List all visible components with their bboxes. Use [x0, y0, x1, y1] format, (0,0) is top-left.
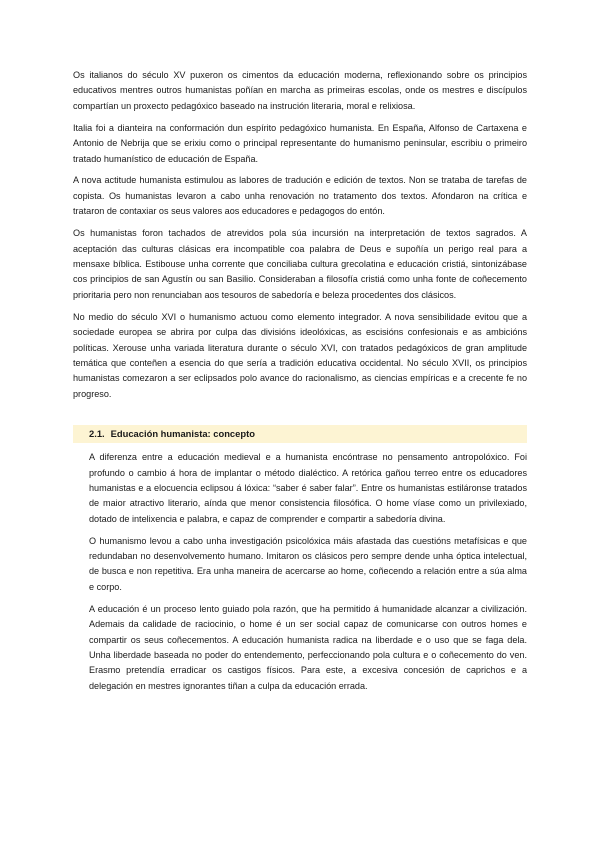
section-title: Educación humanista: concepto: [110, 428, 255, 440]
section-number: 2.1.: [89, 428, 105, 440]
document-body: [73, 68, 527, 701]
intro-paragraph-4: Os humanistas foron tachados de atrevidos pola súa incursión na interpretación de textos sagrados. A aceptación das culturas clásicas era incompatible coa palabra de Deus e supoñía un perigo real para a mensaxe bíblica. Estibouse unha corrente que conciliaba cultura grecolatina e educación cristiá, sintonizábase cos principios de san Agustín ou san Basilio. Consideraban a filosofía cristiá como unha fonte de coñecemento prioritaria pero non renunciaban aos tesouros de sabedoría e beleza procedentes dos clásicos.: [73, 228, 527, 300]
section-paragraph-3: A educación é un proceso lento guiado pola razón, que ha permitido á humanidade alcanzar a civilización. Ademais da calidade de raciocinio, o home é un ser social capaz de comunicarse con outros homes e compartir os seus coñecementos. A educación humanista radica na liberdade e o uso que se faga dela. Unha liberdade baseada no poder do entendemento, perfeccionando pola cultura e o coñecemento do ven. Erasmo pretendía erradicar os castigos físicos. Para este, a excesiva concesión de caprichos e a delegación en mestres ignorantes tiñan a culpa da educación errada.: [89, 603, 527, 691]
section-paragraph-2: O humanismo levou a cabo unha investigación psicolóxica máis afastada das cuestións metafísicas e que redundaban no desenvolvemento humano. Imitaron os clásicos pero sempre dende unha óptica intelectual, de busca e non repetitiva. Era unha maneira de acercarse ao home, coñecendo a relación entre a súa alma e corpo.: [89, 535, 527, 592]
intro-paragraph-5: No medio do século XVI o humanismo actuou como elemento integrador. A nova sensibilidade evitou que a sociedade europea se abrira por culpa das divisións ideolóxicas, as escisións confesionais e as ambicións políticas. Xerouse unha variada literatura durante o século XVI, con tratados pedagóxicos de gran amplitude temática que conteñen a esencia do que sería a tradición educativa occidental. No século XVII, os principios humanistas comezaron a ser eclipsados polo avance do racionalismo, as ciencias empíricas e a crecente fe no progreso.: [73, 311, 527, 399]
section-body: [73, 450, 527, 694]
intro-paragraph-3: A nova actitude humanista estimulou as labores de tradución e edición de textos. Non se trataba de tarefas de copista. Os humanistas levaron a cabo unha renovación no tratamento dos textos. Afondaron na crítica e trataron de contaxiar os seus valores aos educadores e pedagogos do entón.: [73, 175, 527, 217]
intro-paragraph-2: Italia foi a dianteira na conformación dun espírito pedagóxico humanista. En España, Alfonso de Cartaxena e Antonio de Nebrija que se erixiu como o principal representante do humanismo peninsular, escribiu o primeiro tratado humanístico de educación de España.: [73, 122, 527, 164]
section-heading: [73, 425, 527, 443]
intro-paragraph-1: Os italianos do século XV puxeron os cimentos da educación moderna, reflexionando sobre os principios educativos mentres outros humanistas poñían en marcha as primeiras escolas, onde os mestres e discípulos compartían un proxecto pedagóxico baseado na instrución literaria, moral e relixiosa.: [73, 70, 527, 111]
section-paragraph-1: A diferenza entre a educación medieval e a humanista encóntrase no pensamento antropolóxico. Foi profundo o cambio á hora de implantar o método dialéctico. A retórica gañou terreo entre os educadores humanistas e a elocuencia eclipsou á lóxica: “saber é saber falar”. Entre os humanistas estiláronse tratados de maior atractivo literario, aínda que menor consistencia filosófica. O home víase como un privilexiado, dotado de intelixencia e palabra, e capaz de comprender e compartir a sabedoría divina.: [89, 452, 527, 524]
